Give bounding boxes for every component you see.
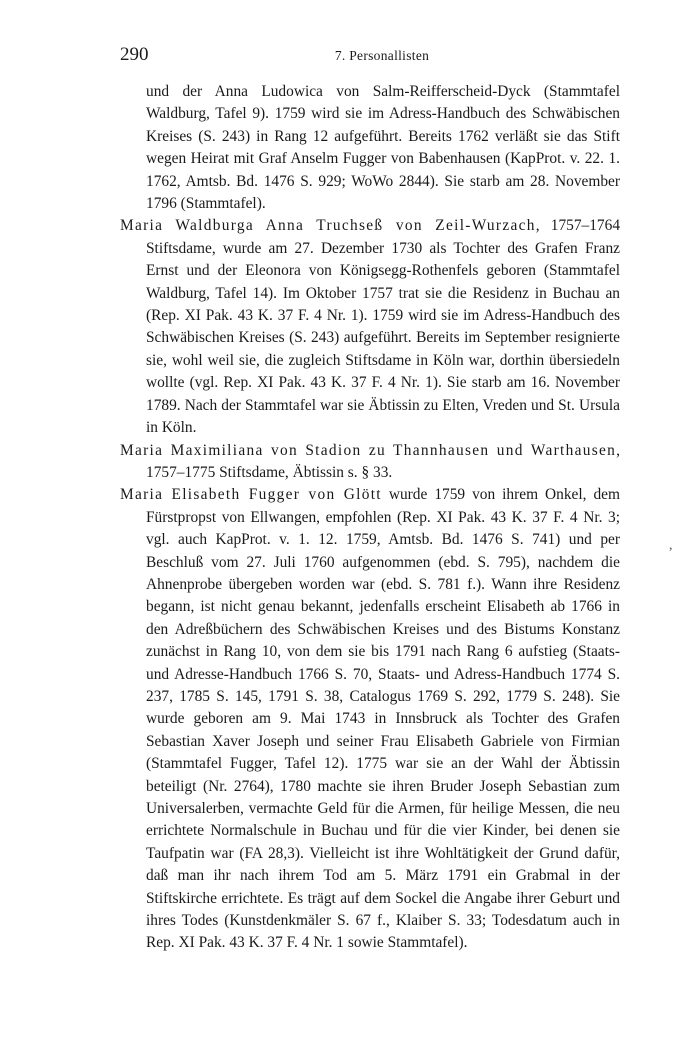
page-number: 290 xyxy=(120,44,149,65)
page-body xyxy=(120,81,620,955)
entry-person-name: Maria Elisabeth Fugger von Glött xyxy=(120,486,382,504)
entry-maximiliana-stadion xyxy=(120,440,620,485)
entry-text: und der Anna Ludowica von Salm-Reifferscheid-Dyck (Stammtafel Waldburg, Tafel 9). 1759 wird sie im Adress-Handbuch des Schwäbischen Kreises (S. 243) in Rang 12 aufgeführt. Bereits 1762 verläßt sie das Stift wegen Heirat mit Graf Anselm Fugger von Babenhausen (KapProt. v. 22. 1. 1762, Amtsb. Bd. 1476 S. 929; WoWo 2844). Sie starb am 28. November 1796 (Stammtafel). xyxy=(146,83,620,213)
entry-elisabeth-fugger xyxy=(120,484,620,955)
margin-mark: , xyxy=(669,538,673,553)
page-header xyxy=(112,44,612,70)
entry-text: , 1757–1775 Stiftsdame, Äbtissin s. § 33. xyxy=(146,441,620,481)
entry-waldburga-truchsess xyxy=(120,215,620,439)
entry-continuation xyxy=(120,81,620,215)
entry-text: , 1757–1764 Stiftsdame, wurde am 27. Dezember 1730 als Tochter des Grafen Franz Ernst und der Eleonora von Königsegg-Rothenfels geboren (Stammtafel Waldburg, Tafel 14). Im Oktober 1757 trat sie die Residenz in Buchau an (Rep. XI Pak. 43 K. 37 F. 4 Nr. 1). 1759 wird sie im Adress-Handbuch des Schwäbischen Kreises (S. 243) aufgeführt. Bereits im September resignierte sie, wohl weil sie, die zugleich Stiftsdame in Köln war, dorthin übersiedeln wollte (vgl. Rep. XI Pak. 43 K. 37 F. 4 Nr. 1). Sie starb am 16. November 1789. Nach der Stammtafel war sie Äbtissin zu Elten, Vreden und St. Ursula in Köln. xyxy=(146,217,621,437)
running-head: 7. Personallisten xyxy=(334,48,430,63)
entry-person-name: Maria Maximiliana von Stadion zu Thannhausen und Warthausen xyxy=(120,441,617,459)
entry-person-name: Maria Waldburga Anna Truchseß von Zeil-Wurzach xyxy=(120,217,536,235)
entry-text: wurde 1759 von ihrem Onkel, dem Fürstpropst von Ellwangen, empfohlen (Rep. XI Pak. 43 K. 37 F. 4 Nr. 3; vgl. auch KapProt. v. 1. 12. 1759, Amtsb. Bd. 1476 S. 741) und per Beschluß vom 27. Juli 1760 aufgenommen (ebd. S. 795), nachdem die Ahnenprobe übergeben worden war (ebd. S. 781 f.). Wann ihre Residenz begann, ist nicht genau bekannt, jedenfalls erscheint Elisabeth ab 1766 in den Adreßbüchern des Schwäbischen Kreises und des Bistums Konstanz zunächst in Rang 10, von dem sie bis 1791 nach Rang 6 aufstieg (Staats- und Adresse-Handbuch 1766 S. 70, Staats- und Adress-Handbuch 1774 S. 237, 1785 S. 145, 1791 S. 38, Catalogus 1769 S. 292, 1779 S. 248). Sie wurde geboren am 9. Mai 1743 in Innsbruck als Tochter des Grafen Sebastian Xaver Joseph und seiner Frau Elisabeth Gabriele von Firmian (Stammtafel Fugger, Tafel 12). 1775 war sie an der Wahl der Äbtissin beteiligt (Nr. 2764), 1780 machte sie ihren Bruder Joseph Sebastian zum Universalerben, vermachte Geld für die Armen, für heilige Messen, die neu errichtete Normalschule in Buchau und für die vier Kinder, bei denen sie Taufpatin war (FA 28,3). Vielleicht ist ihre Wohltätigkeit der Grund dafür, daß man ihr nach ihrem Tod am 5. März 1791 ein Grabmal in der Stiftskirche errichtete. Es trägt auf dem Sockel die Angabe ihrer Geburt und ihres Todes (Kunstdenkmäler S. 67 f., Klaiber S. 33; Todesdatum auch in Rep. XI Pak. 43 K. 37 F. 4 Nr. 1 sowie Stammtafel). xyxy=(146,486,620,952)
